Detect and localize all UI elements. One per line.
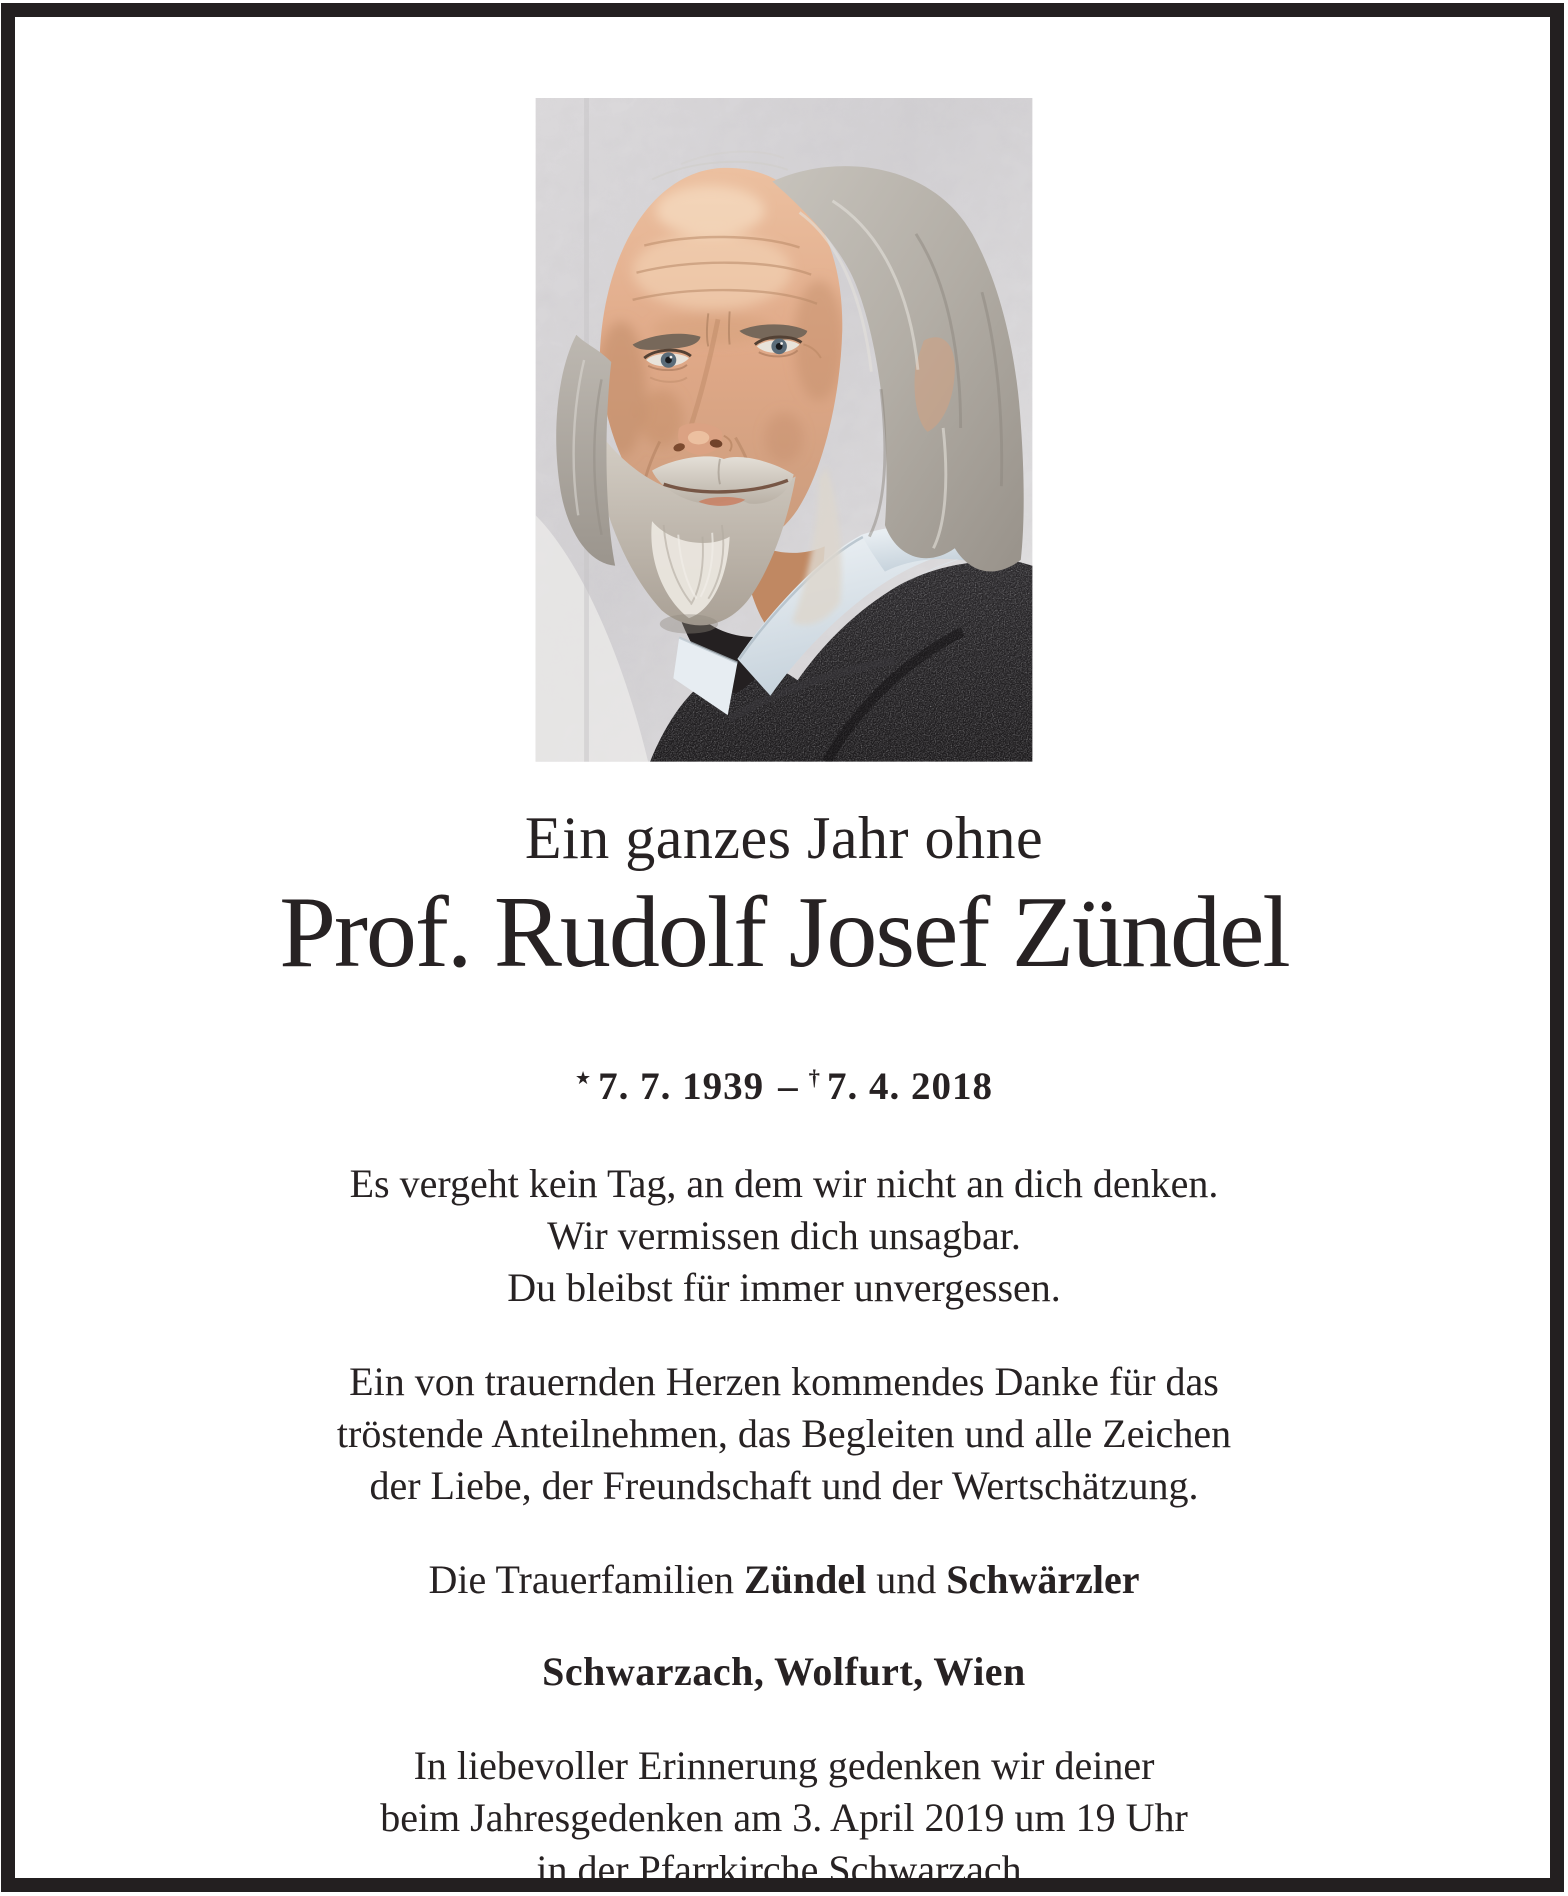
thanks-line: Ein von trauernden Herzen kommendes Danke für das xyxy=(349,1359,1219,1404)
family-name-zuendel: Zündel xyxy=(743,1557,867,1602)
remembrance-line: Es vergeht kein Tag, an dem wir nicht an dich denken. xyxy=(349,1161,1219,1206)
thanks-line: tröstende Anteilnehmen, das Begleiten und alle Zeichen xyxy=(336,1411,1232,1456)
memorial-line: beim Jahresgedenken am 3. April 2019 um 19 Uhr xyxy=(380,1795,1188,1840)
remembrance-paragraph xyxy=(350,1158,1219,1314)
thanks-line: der Liebe, der Freundschaft und der Wertschätzung. xyxy=(369,1463,1199,1508)
families-prefix: Die Trauerfamilien xyxy=(428,1557,734,1602)
memorial-line: in der Pfarrkirche Schwarzach. xyxy=(536,1847,1032,1892)
memorial-line: In liebevoller Erinnerung gedenken wir deiner xyxy=(413,1743,1155,1788)
birth-star-icon: ★ xyxy=(575,1068,593,1090)
intro-line: Ein ganzes Jahr ohne xyxy=(524,804,1044,871)
places-line: Schwarzach, Wolfurt, Wien xyxy=(542,1649,1026,1694)
life-dates xyxy=(575,1061,993,1114)
thanks-paragraph xyxy=(337,1356,1231,1512)
portrait-photo xyxy=(528,98,1040,762)
grieving-families-line xyxy=(428,1554,1139,1606)
deceased-name: Prof. Rudolf Josef Zündel xyxy=(279,875,1289,989)
families-conjunction: und xyxy=(876,1557,937,1602)
family-name-schwaerzler: Schwärzler xyxy=(946,1557,1140,1602)
dates-separator: – xyxy=(778,1065,799,1109)
remembrance-line: Wir vermissen dich unsagbar. xyxy=(547,1213,1021,1258)
remembrance-line: Du bleibst für immer unvergessen. xyxy=(507,1265,1061,1310)
memorial-service-paragraph xyxy=(380,1740,1188,1896)
death-date: 7. 4. 2018 xyxy=(826,1065,993,1109)
birth-date: 7. 7. 1939 xyxy=(598,1065,765,1109)
death-dagger-icon: † xyxy=(808,1065,821,1091)
